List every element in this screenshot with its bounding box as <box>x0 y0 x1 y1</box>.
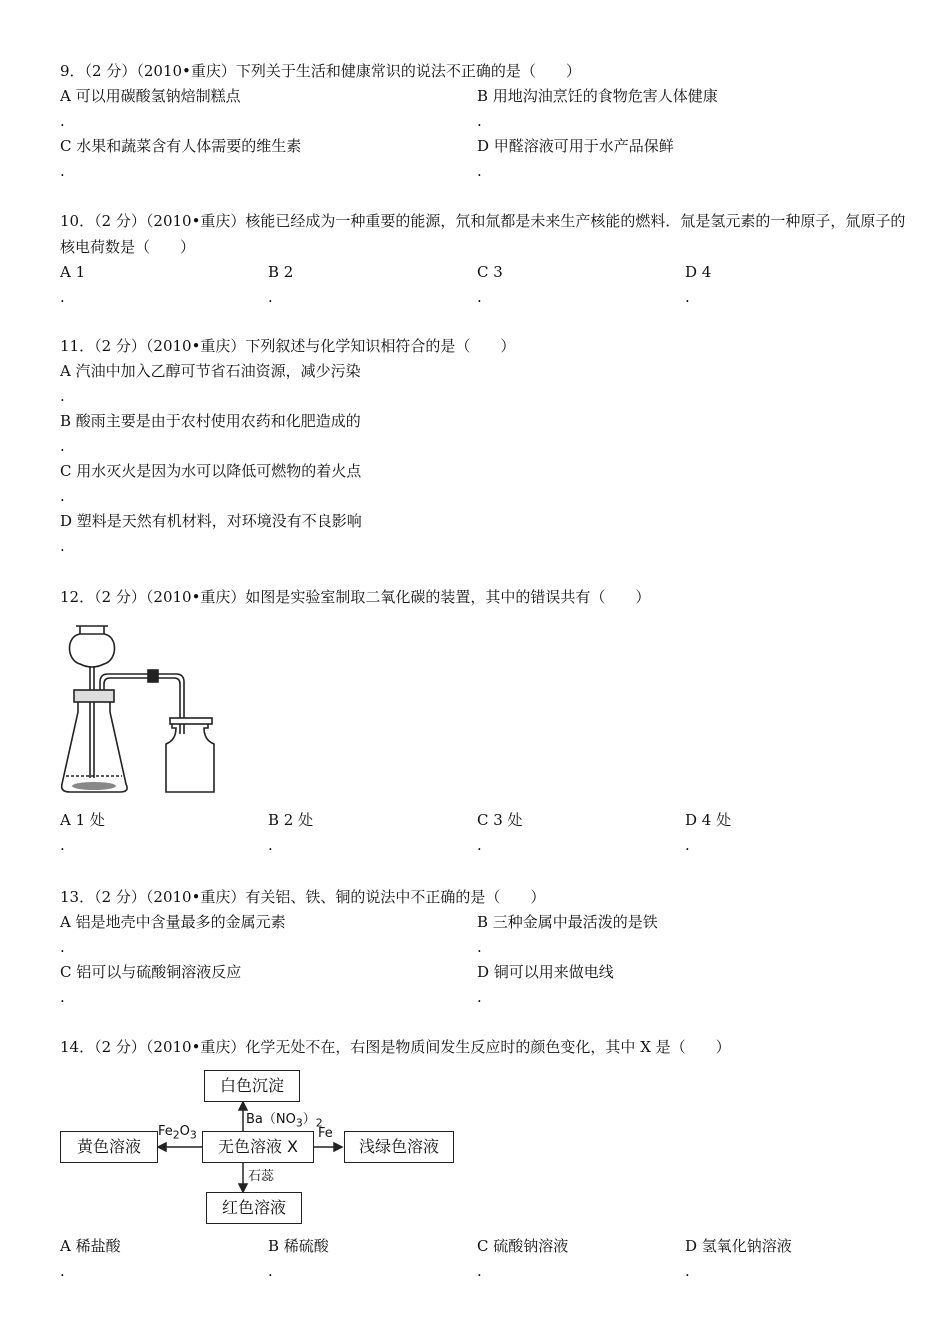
option-dot: . <box>477 988 482 1006</box>
funnel-stem <box>90 666 94 778</box>
question-12 <box>60 584 920 610</box>
stopper <box>74 690 114 702</box>
question-stem: 13．（2 分）（2010•重庆）有关铝、铁、铜的说法中不正确的是（ ） <box>60 888 546 906</box>
option-d: D 4 <box>685 263 712 281</box>
option-dot: . <box>685 1262 690 1280</box>
option-dot: . <box>60 537 65 555</box>
option-b: B 三种金属中最活泼的是铁 <box>477 913 658 931</box>
question-stem: 10．（2 分）（2010•重庆）核能已经成为一种重要的能源，氘和氚都是未来生产核能的燃料．氚是氢元素的一种原子，氚原子的核电荷数是（ ） <box>60 212 906 256</box>
option-d: D 4 处 <box>685 811 732 829</box>
option-b: B 酸雨主要是由于农村使用农药和化肥造成的 <box>60 412 361 430</box>
option-dot: . <box>60 836 65 854</box>
reaction-diagram <box>58 1068 458 1228</box>
question-stem: 9．（2 分）（2010•重庆）下列关于生活和健康常识的说法不正确的是（ ） <box>60 62 581 80</box>
box-colorless-solution-x: 无色溶液 X <box>202 1131 314 1163</box>
option-c: C 水果和蔬菜含有人体需要的维生素 <box>60 137 302 155</box>
option-dot: . <box>477 288 482 306</box>
option-dot: . <box>268 1262 273 1280</box>
option-dot: . <box>60 1262 65 1280</box>
option-dot: . <box>477 836 482 854</box>
option-dot: . <box>477 112 482 130</box>
question-13 <box>60 884 920 1006</box>
option-dot: . <box>268 836 273 854</box>
option-b: B 稀硫酸 <box>268 1237 329 1255</box>
question-stem: 11．（2 分）（2010•重庆）下列叙述与化学知识相符合的是（ ） <box>60 337 516 355</box>
reagent-litmus: 石蕊 <box>248 1169 275 1184</box>
option-dot: . <box>685 288 690 306</box>
question-10 <box>60 208 920 306</box>
question-14 <box>60 1034 920 1060</box>
option-d: D 塑料是天然有机材料，对环境没有不良影响 <box>60 512 362 530</box>
option-dot: . <box>685 836 690 854</box>
box-light-green-solution: 浅绿色溶液 <box>344 1131 454 1163</box>
option-b: B 2 处 <box>268 811 314 829</box>
option-a: A 1 处 <box>60 811 105 829</box>
option-a: A 铝是地壳中含量最多的金属元素 <box>60 913 286 931</box>
gas-bottle <box>166 720 214 792</box>
option-b: B 用地沟油烹饪的食物危害人体健康 <box>477 87 718 105</box>
option-dot: . <box>60 112 65 130</box>
option-a: A 可以用碳酸氢钠焙制糕点 <box>60 87 241 105</box>
reagent-ba-no3-2: $Ba(NO_3)_2$ <box>246 1112 323 1130</box>
option-a: A 1 <box>60 263 86 281</box>
co2-apparatus-figure <box>58 616 228 798</box>
option-dot: . <box>60 387 65 405</box>
option-dot: . <box>60 288 65 306</box>
funnel-bulb <box>70 634 115 667</box>
question-stem: 12．（2 分）（2010•重庆）如图是实验室制取二氧化碳的装置，其中的错误共有（ ） <box>60 588 651 606</box>
option-c: C 3 处 <box>477 811 523 829</box>
box-yellow-solution: 黄色溶液 <box>60 1131 158 1163</box>
box-red-solution: 红色溶液 <box>206 1192 302 1224</box>
option-dot: . <box>60 938 65 956</box>
option-d: D 甲醛溶液可用于水产品保鲜 <box>477 137 674 155</box>
option-dot: . <box>477 1262 482 1280</box>
reagent-fe2o3: $Fe_2O_3$ <box>158 1124 197 1142</box>
option-dot: . <box>477 162 482 180</box>
reagent-fe: Fe <box>318 1126 333 1141</box>
option-c: C 用水灭火是因为水可以降低可燃物的着火点 <box>60 462 362 480</box>
option-dot: . <box>477 938 482 956</box>
option-dot: . <box>60 162 65 180</box>
option-a: A 稀盐酸 <box>60 1237 121 1255</box>
option-a: A 汽油中加入乙醇可节省石油资源，减少污染 <box>60 362 361 380</box>
option-c: C 硫酸钠溶液 <box>477 1237 569 1255</box>
option-c: C 3 <box>477 263 503 281</box>
question-stem: 14．（2 分）（2010•重庆）化学无处不在，右图是物质间发生反应时的颜色变化，其中 X 是（ ） <box>60 1038 731 1056</box>
option-dot: . <box>60 988 65 1006</box>
option-dot: . <box>268 288 273 306</box>
option-d: D 铜可以用来做电线 <box>477 963 614 981</box>
option-c: C 铝可以与硫酸铜溶液反应 <box>60 963 242 981</box>
option-dot: . <box>60 437 65 455</box>
question-9 <box>60 58 920 180</box>
option-d: D 氢氧化钠溶液 <box>685 1237 792 1255</box>
box-white-precipitate: 白色沉淀 <box>204 1070 300 1102</box>
option-dot: . <box>60 487 65 505</box>
question-11 <box>60 333 920 555</box>
option-b: B 2 <box>268 263 294 281</box>
